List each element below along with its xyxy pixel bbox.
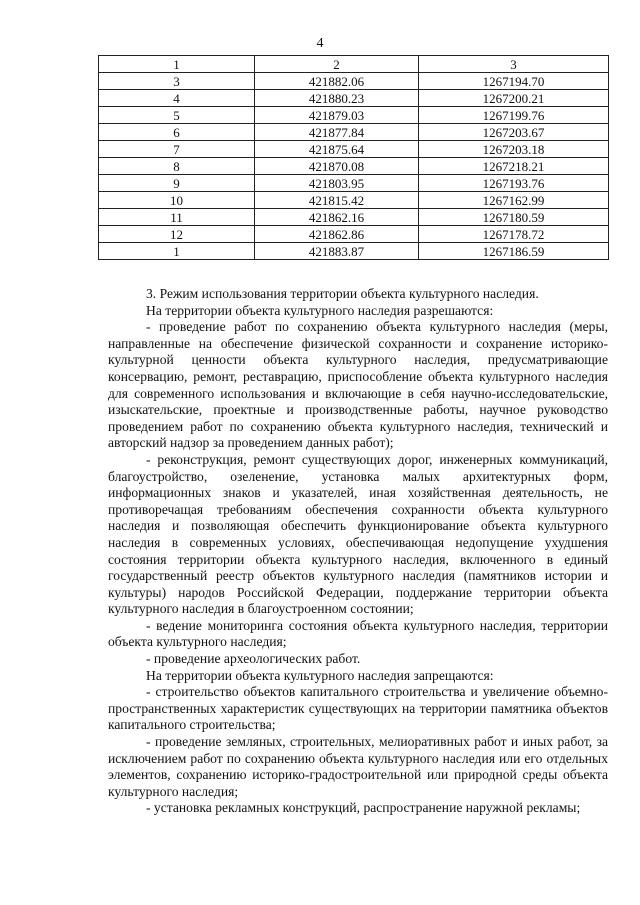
point-number: 4 <box>99 90 255 107</box>
section-heading: 3. Режим использования территории объекта культурного наследия. <box>146 286 539 301</box>
prohibited-item-earthworks: - проведение земляных, строительных, мелиоративных работ и иных работ, за исключением работ по сохранению объекта культурного наследия или его отдельных элементов, сохранению историко-градостроительной или природной среды объекта культурного наследия; <box>108 734 608 799</box>
allowed-item-archaeology: - проведение археологических работ. <box>146 651 361 667</box>
point-number: 1 <box>99 243 255 260</box>
header-cell-3: 3 <box>419 56 609 73</box>
coordinate-x: 421875.64 <box>255 141 419 158</box>
table-row <box>99 73 609 90</box>
page-number: 4 <box>316 36 324 51</box>
coordinate-y: 1267178.72 <box>419 226 609 243</box>
coordinate-y: 1267218.21 <box>419 158 609 175</box>
coordinate-x: 421877.84 <box>255 124 419 141</box>
prohibited-item-advertising: - установка рекламных конструкций, распространение наружной рекламы; <box>146 800 581 816</box>
table-row <box>99 124 609 141</box>
point-number: 12 <box>99 226 255 243</box>
table-row <box>99 175 609 192</box>
coordinate-x: 421815.42 <box>255 192 419 209</box>
table-row <box>99 243 609 260</box>
header-cell-1: 1 <box>99 56 255 73</box>
coordinate-y: 1267194.70 <box>419 73 609 90</box>
table-row <box>99 209 609 226</box>
table-row <box>99 90 609 107</box>
allowed-item-preservation: - проведение работ по сохранению объекта культурного наследия (меры, направленные на обеспечение физической сохранности и сохранение историко-культурной ценности объекта культурного наследия, предусматривающие консервацию, ремонт, реставрацию, приспособление объекта культурного наследия для современного использования и включающие в себя научно-исследовательские, изыскательские, проектные и производственные работы, научное руководство проведением работ по сохранению объекта культурного наследия, технический и авторский надзор за проведением данных работ); <box>108 319 608 451</box>
point-number: 6 <box>99 124 255 141</box>
point-number: 8 <box>99 158 255 175</box>
coordinate-x: 421862.16 <box>255 209 419 226</box>
coordinate-x: 421870.08 <box>255 158 419 175</box>
prohibited-intro: На территории объекта культурного наследия запрещаются: <box>146 667 494 683</box>
coordinate-x: 421803.95 <box>255 175 419 192</box>
header-cell-2: 2 <box>255 56 419 73</box>
coordinate-y: 1267162.99 <box>419 192 609 209</box>
coordinate-x: 421883.87 <box>255 243 419 260</box>
table-row <box>99 141 609 158</box>
table-row <box>99 107 609 124</box>
coordinate-y: 1267203.67 <box>419 124 609 141</box>
coordinate-x: 421882.06 <box>255 73 419 90</box>
allowed-intro: На территории объекта культурного наследия разрешаются: <box>146 302 494 318</box>
point-number: 3 <box>99 73 255 90</box>
table-row <box>99 226 609 243</box>
coordinate-y: 1267200.21 <box>419 90 609 107</box>
point-number: 7 <box>99 141 255 158</box>
table-row <box>99 192 609 209</box>
coordinate-y: 1267203.18 <box>419 141 609 158</box>
coordinates-table <box>98 55 609 260</box>
point-number: 9 <box>99 175 255 192</box>
prohibited-item-construction: - строительство объектов капитального строительства и увеличение объемно-пространственных характеристик существующих на территории памятника объектов капитального строительства; <box>108 684 608 733</box>
coordinate-x: 421880.23 <box>255 90 419 107</box>
point-number: 10 <box>99 192 255 209</box>
coordinate-x: 421879.03 <box>255 107 419 124</box>
coordinate-y: 1267180.59 <box>419 209 609 226</box>
coordinate-y: 1267186.59 <box>419 243 609 260</box>
coordinate-y: 1267199.76 <box>419 107 609 124</box>
coordinate-y: 1267193.76 <box>419 175 609 192</box>
document-body <box>108 286 608 817</box>
point-number: 5 <box>99 107 255 124</box>
table-header-row <box>99 56 609 73</box>
allowed-item-monitoring: - ведение мониторинга состояния объекта культурного наследия, территории объекта культурного наследия; <box>108 617 608 650</box>
table-row <box>99 158 609 175</box>
coordinate-x: 421862.86 <box>255 226 419 243</box>
allowed-item-reconstruction: - реконструкция, ремонт существующих дорог, инженерных коммуникаций, благоустройство, озеленение, установка малых архитектурных форм, информационных знаков и указателей, иная хозяйственная деятельность, не противоречащая требованиям обеспечения сохранности объекта культурного наследия и позволяющая обеспечить функционирование объекта культурного наследия в современных условиях, обеспечивающая недопущение ухудшения состояния территории объекта культурного наследия, включенного в единый государственный реестр объектов культурного наследия (памятников истории и культуры) народов Российской Федерации, поддержание территории объекта культурного наследия в благоустроенном состоянии; <box>108 451 608 617</box>
point-number: 11 <box>99 209 255 226</box>
